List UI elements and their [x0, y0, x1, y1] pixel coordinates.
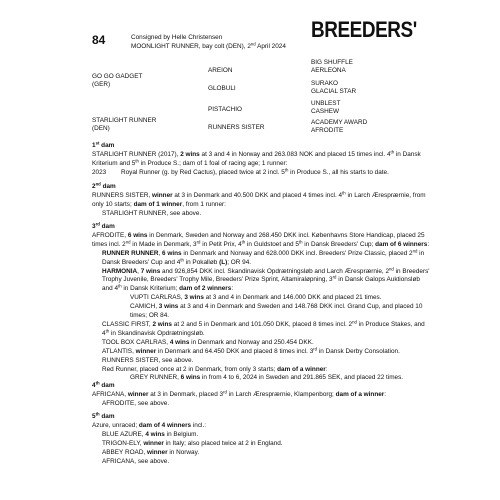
dam-paragraph: STARLIGHT RUNNER (2017), 2 wins at 3 and 4 in Norway and 263.083 NOK and placed 15 times incl. 4th in Dansk Kriterium and 5th in Produce S.; dam of 1 foal of racing age; 1 runner: [92, 149, 421, 167]
produce-line: STARLIGHT RUNNER, see above. [102, 209, 202, 217]
section-heading: 1st dam [92, 140, 115, 149]
produce-line: BLUE AZURE, 4 wins in Belgium. [102, 430, 199, 438]
section-heading: 5th dam [92, 411, 115, 420]
first-dam-section [92, 142, 432, 178]
produce-line: RUNNERS SISTER, see above. [102, 356, 194, 364]
produce-line: TOOL BOX CARLRAS, 4 wins in Denmark and Norway and 250.454 DKK. [102, 338, 314, 346]
pedigree-dam-sire: PISTACHIO [208, 106, 242, 113]
pedigree-dam-dam: RUNNERS SISTER [208, 124, 265, 131]
pedigree-ds-parents: UNBLEST CASHEW [311, 100, 341, 115]
produce-line: CLASSIC FIRST, 2 wins at 2 and 5 in Denmark and 101.050 DKK, placed 8 times incl. 2nd in Produce Stakes, and 4th in Skandinavisk Opdrætningsløb. [102, 319, 425, 337]
lot-number: 84 [92, 33, 106, 47]
produce-line: 2023 Royal Runner (g. by Red Cactus), placed twice at 2 incl. 5th in Produce S., all his starts to date. [92, 167, 389, 176]
pedigree-sire-sire: AREION [208, 67, 233, 74]
second-dam-section [92, 183, 432, 219]
produce-line: AFRODITE, see above. [102, 399, 170, 407]
fifth-dam-section [92, 413, 432, 466]
pedigree-ss-parents: BIG SHUFFLE AERLEONA [311, 59, 353, 74]
produce-line: GREY RUNNER, 6 wins in from 4 to 6, 2024 in Sweden and 291.865 SEK, and placed 22 times. [130, 374, 404, 382]
pedigree-dam: STARLIGHT RUNNER (DEN) [92, 117, 157, 132]
produce-line: VUPTI CARLRAS, 3 wins at 3 and 4 in Denmark and 146.000 DKK and placed 21 times. [130, 294, 382, 302]
dam-paragraph: RUNNERS SISTER, winner at 3 in Denmark and 40.500 DKK and placed 4 times incl. 4th in Larch Æresprærnie, from only 10 starts; dam of 1 winner, from 1 runner: [92, 190, 426, 208]
pedigree-dd-parents: ACADEMY AWARD AFRODITE [311, 119, 368, 134]
third-dam-section [92, 223, 432, 383]
produce-line: RUNNER RUNNER, 6 wins in Denmark and Norway and 628.000 DKK incl. Breeders' Prize Classic, placed 2nd in Dansk Breeders' Cup and 4th in Pokalløb (L); OR 94. [102, 248, 425, 266]
fourth-dam-section [92, 382, 432, 409]
horse-line: MOONLIGHT RUNNER, bay colt (DEN), 2nd April 2024 [131, 41, 286, 50]
section-heading: 4th dam [92, 380, 115, 389]
pedigree-sd-parents: SURAKO GLACIAL STAR [311, 80, 357, 95]
produce-line: HARMONIA, 7 wins and 926,854 DKK incl. Skandinavisk Opdrætningsløb and Larch Æresprærnie, 2nd in Breeders' Trophy Juvenile, Breeders' Trophy Mile, Breeders' Prize Sprint, Altamiraløpning, 3rd in Dansk Galops Auktionsløb and 4th in Dansk Kriterium; dam of 2 winners: [102, 266, 430, 293]
produce-line: CAMICH, 3 wins at 3 and 4 in Denmark and Sweden and 148.768 DKK incl. Grand Cup, and placed 10 times; OR 84. [130, 303, 423, 320]
brand-logo: BREEDERS' [311, 17, 417, 42]
section-heading: 3rd dam [92, 221, 115, 230]
dam-paragraph: AFRODITE, 6 wins in Denmark, Sweden and Norway and 268.450 DKK incl. Københavns Store Handicap, placed 25 times incl. 2nd in Made in Denmark, 3rd in Petit Prix, 4th in Guldstoet and 5th in Dansk Breeders' Cup; dam of 6 winners: [92, 231, 430, 248]
produce-line: AFRICANA, see above. [102, 457, 170, 465]
dam-paragraph: Azure, unraced; dam of 4 winners incl.: [92, 421, 207, 429]
pedigree-sire: GO GO GADGET (GER) [92, 73, 143, 88]
dam-paragraph: AFRICANA, winner at 3 in Denmark, placed 3rd in Larch Æresprærnie, Klampenborg; dam of a winner: [92, 389, 387, 398]
produce-line: Red Runner, placed once at 2 in Denmark, from only 3 starts; dam of a winner: [102, 365, 328, 373]
consignor-line: Consigned by Helle Christensen [131, 34, 223, 41]
produce-line: TRIGON-ELY, winner in Italy; also placed twice at 2 in England. [102, 439, 283, 447]
section-heading: 2nd dam [92, 181, 116, 190]
produce-line: ATLANTIS, winner in Denmark and 64.450 DKK and placed 8 times incl. 3rd in Dansk Derby Consolation. [102, 346, 400, 355]
pedigree-sire-dam: GLOBULI [208, 85, 236, 92]
produce-line: ABBEY ROAD, winner in Norway. [102, 448, 200, 456]
